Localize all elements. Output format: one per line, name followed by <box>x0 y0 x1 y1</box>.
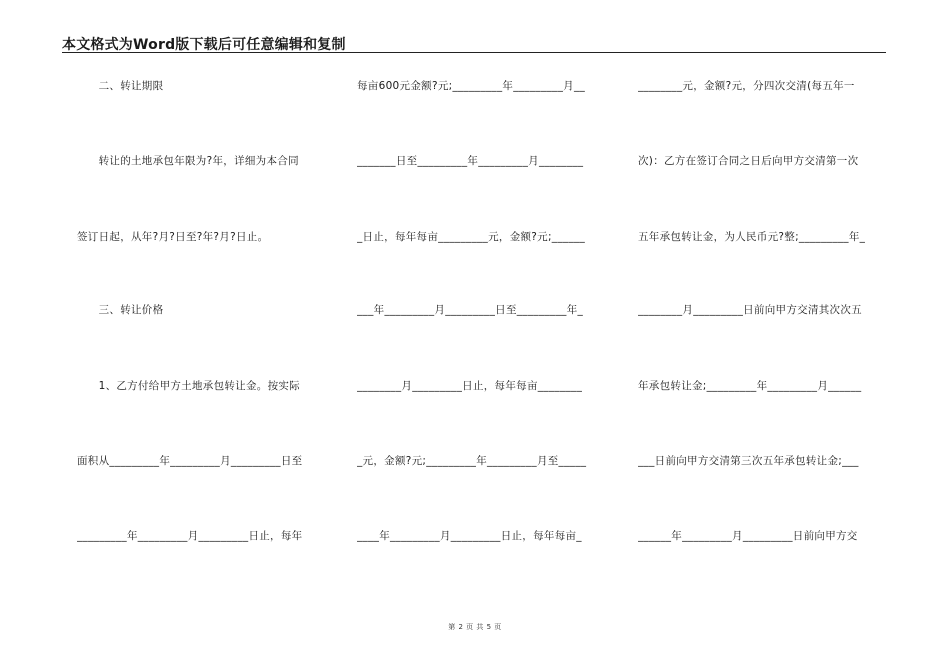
text-line: 二、转让期限 <box>77 80 164 92</box>
text-line: 年承包转让金;_________年_________月______ <box>638 380 862 392</box>
text-line: ________元，金额?元，分四次交清(每五年一 <box>638 80 855 92</box>
text-line: ___年_________月_________日至_________年_ <box>357 304 584 316</box>
text-line: 转让的土地承包年限为?年，详细为本合同 <box>77 155 299 167</box>
text-line: 每亩600元金额?元;_________年_________月__ <box>357 80 586 92</box>
document-header-title: 本文格式为Word版下载后可任意编辑和复制 <box>62 37 346 53</box>
text-line: 面积从_________年_________月_________日至 <box>77 455 303 467</box>
text-line: ______年_________月_________日前向甲方交 <box>638 530 858 542</box>
text-line: ___日前向甲方交清第三次五年承包转让金;___ <box>638 455 859 467</box>
text-line: 五年承包转让金，为人民币元?整;_________年_ <box>638 231 866 243</box>
text-line: 次)：乙方在签订合同之日后向甲方交清第一次 <box>638 155 859 167</box>
text-line: ________月_________日前向甲方交清其次次五 <box>638 304 862 316</box>
text-line: _日止，每年每亩_________元，金额?元;______ <box>357 231 586 243</box>
text-line: ________月_________日止，每年每亩________ <box>357 380 583 392</box>
page-number-footer: 第 2 页 共 5 页 <box>448 623 502 631</box>
text-line: _________年_________月_________日止，每年 <box>77 530 303 542</box>
text-line: 三、转让价格 <box>77 304 164 316</box>
text-line: _元，金额?元;_________年_________月至_____ <box>357 455 587 467</box>
header-divider <box>62 52 886 53</box>
text-line: _______日至_________年_________月________ <box>357 155 584 167</box>
text-line: 签订日起，从年?月?日至?年?月?日止。 <box>77 231 269 243</box>
text-line: ____年_________月_________日止，每年每亩_ <box>357 530 582 542</box>
text-line: 1、乙方付给甲方土地承包转让金。按实际 <box>77 380 300 392</box>
